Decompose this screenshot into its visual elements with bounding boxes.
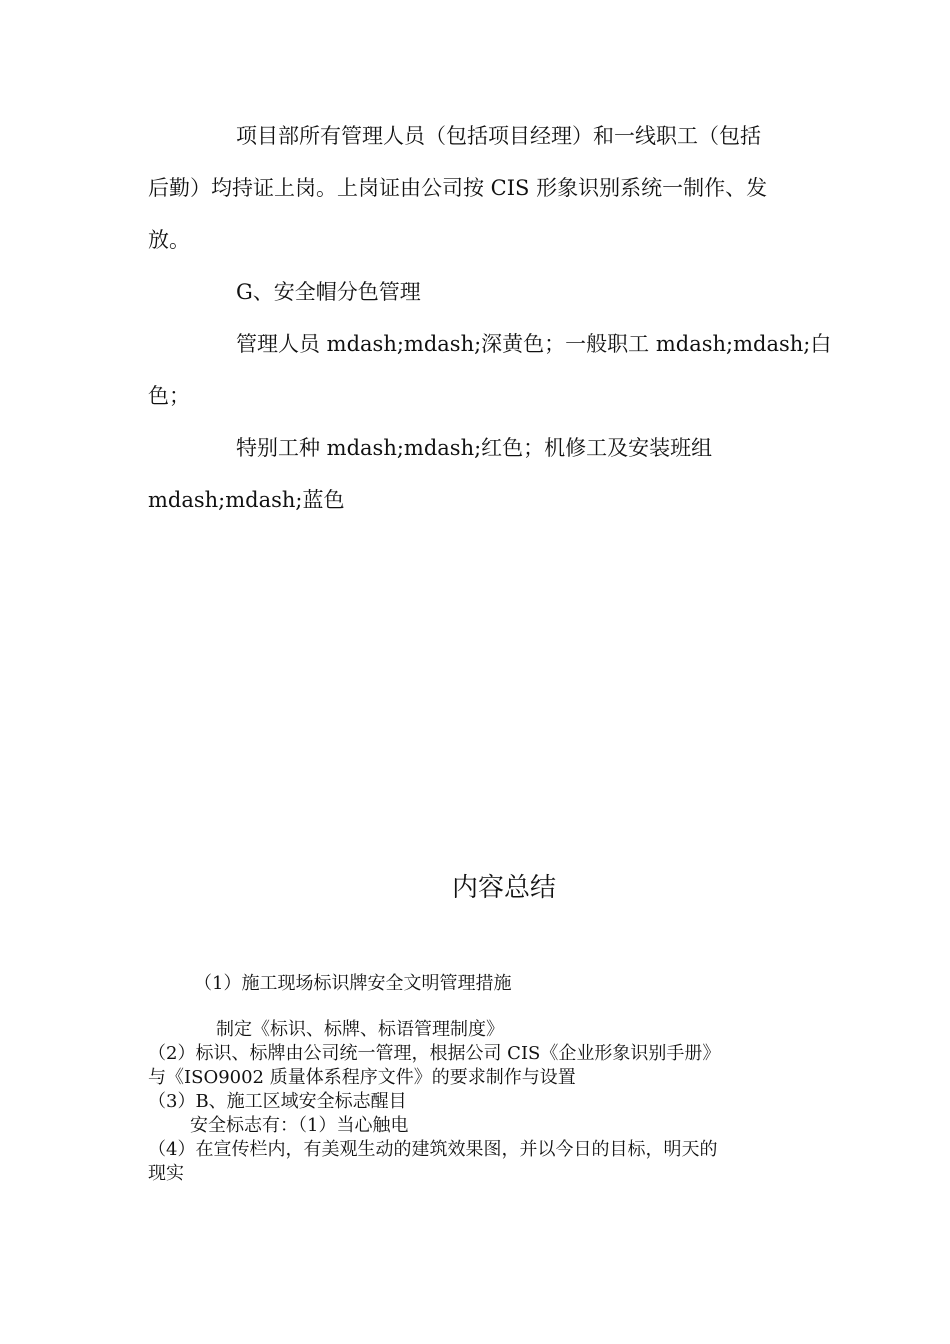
summary-item-1-sub: 制定《标识、标牌、标语管理制度》 (216, 1019, 504, 1040)
paragraph-3-line-2: 色； (148, 384, 190, 408)
summary-item-4-line-2: 现实 (148, 1163, 184, 1184)
summary-item-4-line-1: （4）在宣传栏内，有美观生动的建筑效果图，并以今日的目标，明天的 (148, 1139, 718, 1160)
summary-item-1-text: （1）施工现场标识牌安全文明管理措施 (194, 973, 512, 994)
paragraph-2: G、安全帽分色管理 (236, 280, 421, 304)
paragraph-1-line-1: 项目部所有管理人员（包括项目经理）和一线职工（包括 (236, 124, 761, 148)
summary-item-2-line-2: 与《ISO9002 质量体系程序文件》的要求制作与设置 (148, 1067, 576, 1088)
paragraph-4-line-2: mdash;mdash;蓝色 (148, 488, 345, 512)
summary-body (148, 1018, 808, 1186)
paragraph-3-line-1: 管理人员 mdash;mdash;深黄色；一般职工 mdash;mdash;白 (236, 332, 832, 356)
paragraph-4-line-1: 特别工种 mdash;mdash;红色；机修工及安装班组 (236, 436, 713, 460)
paragraph-1-line-2: 后勤）均持证上岗。上岗证由公司按 CIS 形象识别系统一制作、发 (148, 176, 768, 200)
summary-item-1 (148, 972, 808, 996)
summary-item-3: （3）B、施工区域安全标志醒目 (148, 1091, 407, 1112)
summary-item-3-sub: 安全标志有：（1）当心触电 (190, 1115, 409, 1136)
paragraph-1-line-3: 放。 (148, 228, 190, 252)
body-section (148, 110, 832, 526)
summary-title: 内容总结 (451, 873, 556, 903)
summary-item-2-line-1: （2）标识、标牌由公司统一管理，根据公司 CIS《企业形象识别手册》 (148, 1043, 721, 1064)
